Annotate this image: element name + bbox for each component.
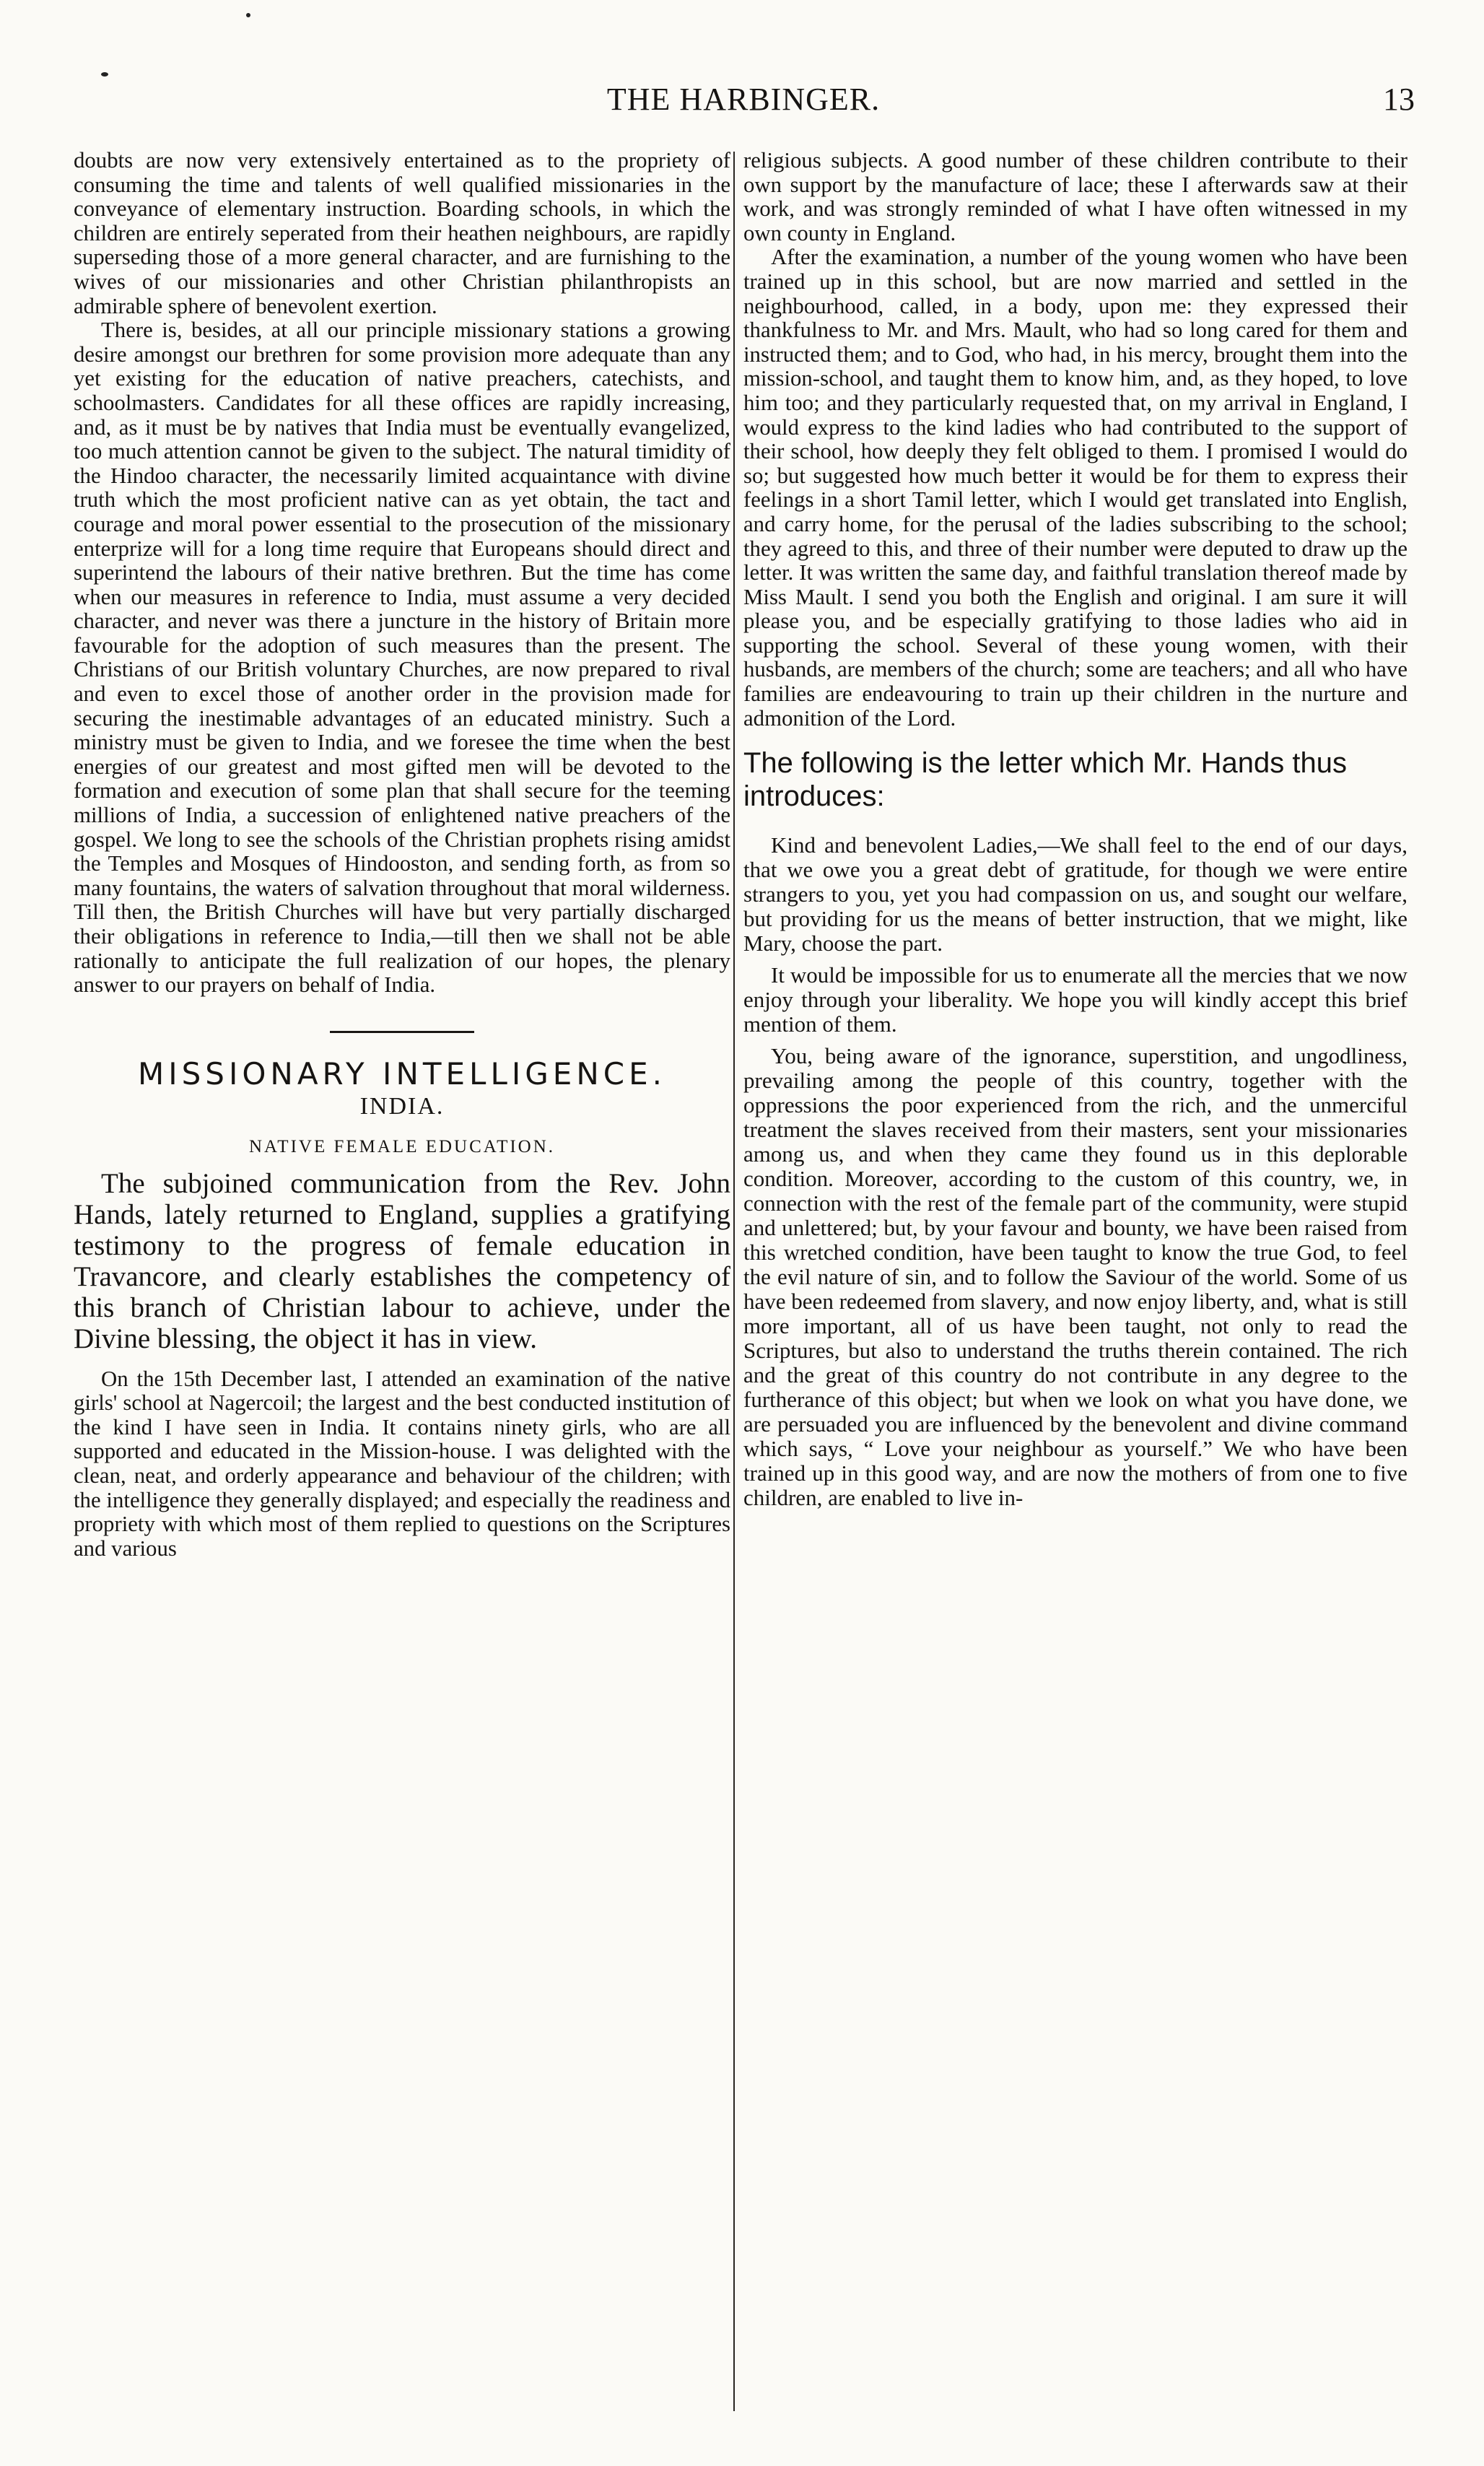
section-divider — [330, 1031, 474, 1033]
journal-title: THE HARBINGER. — [606, 82, 881, 117]
sub-heading: INDIA. — [359, 1093, 445, 1120]
letter-body — [743, 833, 1407, 1510]
letter-paragraph: It would be impossible for us to enumerate all the mercies that we now enjoy through your liberality. We hope you will kindly accept this brief mention of them. — [743, 962, 1407, 1037]
body-paragraph: doubts are now very extensively entertained as to the propriety of consuming the time and talents of well qualified missionaries in the conveyance of elementary instruction. Boarding schools, in which the children are entirely seperated from their heathen neighbours, are rapidly superseding those of a more general character, and are furnishing to the wives of our missionaries and other Christian philanthropists an admirable sphere of benevolent exertion. — [74, 148, 730, 318]
letter-intro: The following is the letter which Mr. Hands thus introduces: — [743, 747, 1347, 813]
body-paragraph: After the examination, a number of the young women who have been trained up in this school, but are now married and settled in the neighbourhood, called, in a body, upon me: they expressed their thankfulness to Mr. and Mrs. Mault, who had so long cared for them and instructed them; and to God, who had, in his mercy, brought them into the mission-school, and taught them to know him, and, as they hoped, to love him too; and they particularly requested that, on my arrival in England, I would express to the kind ladies who had contributed to the support of their school, how deeply they felt obliged to them. I promised I would do so; but suggested how much better it would be for them to express their feelings in a short Tamil letter, which I would get translated into English, and carry home, for the perusal of the ladies subscribing to the school; they agreed to this, and three of their number were deputed to draw up the letter. It was written the same day, and faithful translation thereof made by Miss Mault. I send you both the English and original. I am sure it will please you, and be especially gratifying to those ladies who aid in supporting the school. Several of these young women, with their husbands, are members of the church; some are teachers; and all who have families are endeavouring to train up their children in the nurture and admonition of the Lord. — [743, 245, 1407, 731]
ink-speck — [246, 13, 250, 17]
letter-paragraph: Kind and benevolent Ladies,—We shall feel to the end of our days, that we owe you a great debt of gratitude, for though we were entire strangers to you, yet you had compassion on us, and sought our welfare, but providing for us the means of better instruction, that we might, like Mary, choose the part. — [743, 832, 1407, 957]
page-number: 13 — [1383, 82, 1415, 117]
column-rule — [733, 152, 735, 2411]
lead-paragraph: The subjoined communication from the Rev. John Hands, lately returned to England, supplies a gratifying testimony to the progress of female education in Travancore, and clearly establishes the competency of this branch of Christian labour to achieve, under the Divine blessing, the object it has in view. — [74, 1167, 730, 1354]
running-header — [72, 81, 1415, 124]
body-paragraph: On the 15th December last, I attended an examination of the native girls' school at Nagercoil; the largest and the best conducted institution of the kind I have seen in India. It contains ninety girls, who are all supported and educated in the Mission-house. I was delighted with the clean, neat, and orderly appearance and behaviour of the children; with the intelligence they generally displayed; and especially the readiness and propriety with which most of them replied to questions on the Scriptures and various — [74, 1366, 730, 1561]
left-column — [74, 149, 730, 1561]
ink-speck — [101, 72, 108, 77]
article-heading: NATIVE FEMALE EDUCATION. — [248, 1136, 556, 1156]
right-column — [743, 149, 1407, 1517]
body-paragraph: religious subjects. A good number of these children contribute to their own support by the manufacture of lace; these I afterwards saw at their work, and was strongly reminded of what I have often witnessed in my own county in England. — [743, 148, 1407, 245]
letter-paragraph: You, being aware of the ignorance, superstition, and ungodliness, prevailing among the people of this country, together with the oppressions the poor experienced from the rich, and the unmerciful treatment the slaves received from their masters, sent your missionaries among us, and when they came they found us in this deplorable condition. Moreover, according to the custom of this country, we, in connection with the rest of the female part of the community, were stupid and unlettered; but, by your favour and bounty, we have been raised from this wretched condition, have been taught to know the true God, to feel the evil nature of sin, and to follow the Saviour of the world. Some of us have been redeemed from slavery, and now enjoy liberty, and, what is still more important, all of us have been taught, not only to read the Scriptures, but also to understand the truths therein contained. The rich and the great of this country do not contribute in any degree to the furtherance of this object; but when we look on what you have done, we are persuaded you are influenced by the benevolent and divine command which says, “ Love your neighbour as yourself.” We who have been trained up in this good way, and are now the mothers of from one to five children, are enabled to live in- — [743, 1043, 1407, 1511]
section-heading: MISSIONARY INTELLIGENCE. — [138, 1055, 666, 1092]
body-paragraph: There is, besides, at all our principle missionary stations a growing desire amongst our brethren for some provision more adequate than any yet existing for the education of native preachers, catechists, and schoolmasters. Candidates for all these offices are rapidly increasing, and, as it must be by natives that India must be eventually evangelized, too much attention cannot be given to the subject. The natural timidity of the Hindoo character, the necessarily limited acquaintance with divine truth which the most proficient native can as yet obtain, the tact and courage and moral power essential to the prosecution of the missionary enterprize will for a long time require that Europeans should direct and superintend the labours of their native brethren. But the time has come when our measures in reference to India, must assume a very decided character, and never was there a juncture in the history of Britain more favourable for the adoption of such measures than the present. The Christians of our British voluntary Churches, are now prepared to rival and even to excel those of another order in the provision made for securing the inestimable advantages of an educated ministry. Such a ministry must be given to India, and we foresee the time when the best energies of our greatest and most gifted men will be devoted to the formation and execution of some plan that shall secure for the teeming millions of India, a succession of enlightened native preachers of the gospel. We long to see the schools of the Christian prophets rising amidst the Temples and Mosques of Hindooston, and sending forth, as from so many fountains, the waters of salvation throughout that moral wilderness. Till then, the British Churches will have but very partially discharged their obligations in reference to India,—till then we shall not be able rationally to anticipate the full realization of our hopes, the plenary answer to our prayers on behalf of India. — [74, 318, 730, 998]
